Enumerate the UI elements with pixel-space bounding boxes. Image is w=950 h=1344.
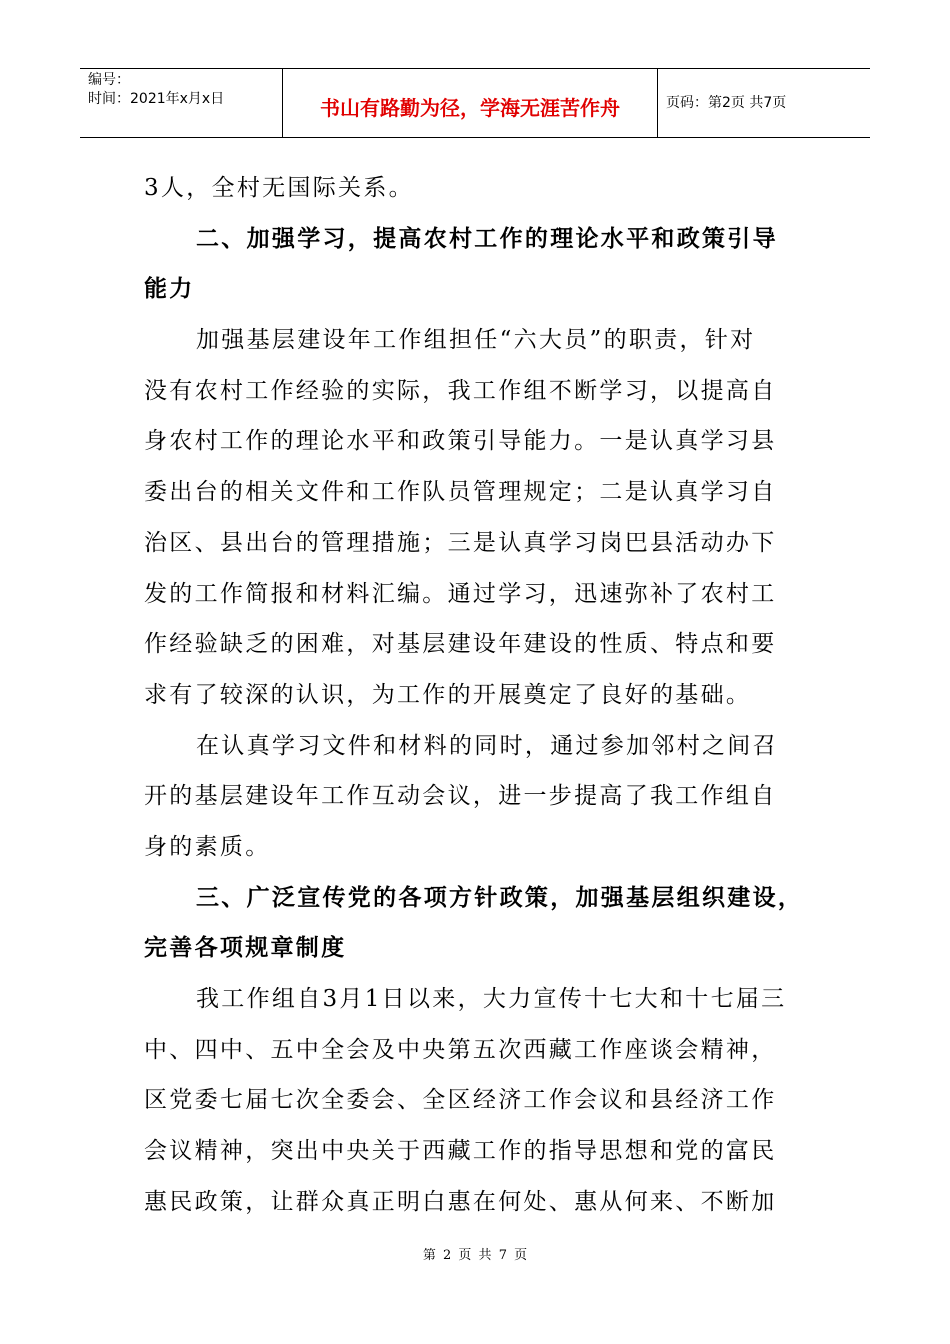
paragraph-line: 惠民政策，让群众真正明白惠在何处、惠从何来、不断加 [144,1188,777,1215]
paragraph-line: 委出台的相关文件和工作队员管理规定；二是认真学习自 [144,479,777,506]
page-footer: 第 2 页 共 7 页 [422,1248,528,1263]
paragraph-line: 加强基层建设年工作组担任“六大员”的职责，针对 [196,327,756,354]
paragraph-line: 身农村工作的理论水平和政策引导能力。一是认真学习县 [144,428,777,455]
paragraph-line: 我工作组自3月1日以来，大力宣传十七大和十七届三 [196,986,787,1012]
paragraph-line: 没有农村工作经验的实际，我工作组不断学习，以提高自 [144,377,777,404]
header-motto: 书山有路勤为径，学海无涯苦作舟 [320,96,620,120]
paragraph-line: 中、四中、五中全会及中央第五次西藏工作座谈会精神， [144,1036,777,1063]
paragraph-line: 治区、县出台的管理措施；三是认真学习岗巴县活动办下 [144,529,777,556]
paragraph-line: 身的素质。 [144,833,271,860]
paragraph-line: 区党委七届七次全委会、全区经济工作会议和县经济工作 [144,1087,777,1114]
paragraph-line: 在认真学习文件和材料的同时，通过参加邻村之间召 [196,732,778,759]
section-heading-line: 完善各项规章制度 [144,934,347,962]
paragraph-line: 开的基层建设年工作互动会议，进一步提高了我工作组自 [144,783,777,810]
paragraph-line: 作经验缺乏的困难，对基层建设年建设的性质、特点和要 [144,631,777,658]
paragraph-line: 求有了较深的认识，为工作的开展奠定了良好的基础。 [144,681,752,708]
document-number-label: 编号： [88,72,130,88]
header-page-info: 页码：第2页 共7页 [666,95,787,111]
header-meta [80,69,282,137]
section-heading-line: 二、加强学习，提高农村工作的理论水平和政策引导 [196,224,778,252]
section-heading-line: 三、广泛宣传党的各项方针政策，加强基层组织建设， [196,883,804,911]
page-header [80,68,870,138]
document-body [144,163,810,1227]
document-time-label: 时间：2021年x月x日 [88,91,225,107]
header-motto-cell [282,69,658,137]
paragraph-line: 3人，全村无国际关系。 [144,175,414,201]
paragraph-line: 会议精神，突出中央关于西藏工作的指导思想和党的富民 [144,1138,777,1165]
paragraph-line: 发的工作简报和材料汇编。通过学习，迅速弥补了农村工 [144,580,777,607]
section-heading-line: 能力 [144,275,195,303]
